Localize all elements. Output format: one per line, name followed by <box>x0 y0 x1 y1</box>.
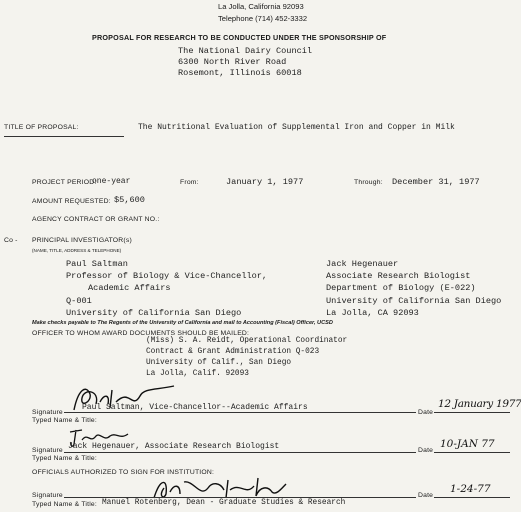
sig1-date-label: Date <box>418 409 434 416</box>
co-prefix: Co - <box>4 237 18 244</box>
sig2-line <box>64 452 416 453</box>
pi-right-line: Associate Research Biologist <box>326 271 471 281</box>
pi-right-line: University of California San Diego <box>326 296 502 306</box>
institution-typed-label: Typed Name & Title: <box>32 501 97 508</box>
sig2-date-line <box>434 452 510 453</box>
pi-right-line: Jack Hegenauer <box>326 259 399 269</box>
officer-line: Contract & Grant Administration Q-023 <box>146 348 320 356</box>
sponsor-line: 6300 North River Road <box>178 57 287 67</box>
amount-label: AMOUNT REQUESTED: <box>32 198 111 205</box>
pi-left-line: Professor of Biology & Vice-Chancellor, <box>66 271 268 281</box>
sig1-label: Signature <box>32 409 63 416</box>
officer-line: La Jolla, Calif. 92093 <box>146 370 249 378</box>
sig2-date-label: Date <box>418 447 434 454</box>
sponsor-line: Rosemont, Illinois 60018 <box>178 68 302 78</box>
pi-left-line: Academic Affairs <box>88 283 171 293</box>
pi-right-line: La Jolla, CA 92093 <box>326 308 419 318</box>
period-value: one-year <box>92 177 131 186</box>
institution-date-line <box>434 497 510 498</box>
pi-right-line: Department of Biology (E-022) <box>326 283 476 293</box>
agency-label: AGENCY CONTRACT OR GRANT NO.: <box>32 216 160 223</box>
institution-label: OFFICIALS AUTHORIZED TO SIGN FOR INSTITUTION: <box>32 469 215 476</box>
officer-line: (Miss) S. A. Reidt, Operational Coordinator <box>146 337 348 345</box>
institution-typed: Manuel Rotenberg, Dean - Graduate Studies & Research <box>102 499 346 507</box>
pi-sublabel: (NAME, TITLE, ADDRESS & TELEPHONE) <box>32 248 122 253</box>
checks-note: Make checks payable to The Regents of the University of California and mail to Accounting (Fiscal) Officer, UCSD <box>32 320 333 326</box>
sig2-typed-label: Typed Name & Title: <box>32 455 97 462</box>
officer-label: OFFICER TO WHOM AWARD DOCUMENTS SHOULD BE MAILED: <box>32 330 250 337</box>
sig2-date: 10-JAN 77 <box>440 438 495 450</box>
institution-sig-label: Signature <box>32 492 63 499</box>
sig2-typed: Jack Hegenauer, Associate Research Biologist <box>68 442 280 451</box>
sig1-typed: Paul Saltman, Vice-Chancellor--Academic Affairs <box>82 403 308 412</box>
address-city-line: La Jolla, California 92093 <box>218 2 304 11</box>
sig1-date: 12 January 1977 <box>438 398 521 410</box>
pi-label: PRINCIPAL INVESTIGATOR(s) <box>32 237 132 244</box>
sig2-label: Signature <box>32 447 63 454</box>
title-underline <box>4 136 124 137</box>
institution-date: 1-24-77 <box>450 483 491 495</box>
from-label: From: <box>180 179 199 186</box>
address-telephone: Telephone (714) 452-3332 <box>218 14 308 23</box>
sig1-line <box>64 412 416 413</box>
pi-left-line: Paul Saltman <box>66 259 128 269</box>
through-label: Through: <box>354 179 383 186</box>
signature-saltman <box>70 380 180 420</box>
institution-date-label: Date <box>418 492 434 499</box>
proposal-heading: PROPOSAL FOR RESEARCH TO BE CONDUCTED UNDER THE SPONSORSHIP OF <box>92 33 387 42</box>
pi-left-line: Q-001 <box>66 296 92 306</box>
period-label: PROJECT PERIOD: <box>32 179 97 186</box>
title-value: The Nutritional Evaluation of Supplemental Iron and Copper in Milk <box>138 123 455 132</box>
through-value: December 31, 1977 <box>392 177 480 187</box>
from-value: January 1, 1977 <box>226 177 304 187</box>
title-label: TITLE OF PROPOSAL: <box>4 124 79 131</box>
pi-left-line: University of California San Diego <box>66 308 242 318</box>
officer-line: University of Calif., San Diego <box>146 359 292 367</box>
institution-sig-line <box>64 497 416 498</box>
amount-value: $5,600 <box>114 195 145 205</box>
sig1-typed-label: Typed Name & Title: <box>32 417 97 424</box>
sponsor-line: The National Dairy Council <box>178 46 313 56</box>
sig1-date-line <box>434 412 510 413</box>
